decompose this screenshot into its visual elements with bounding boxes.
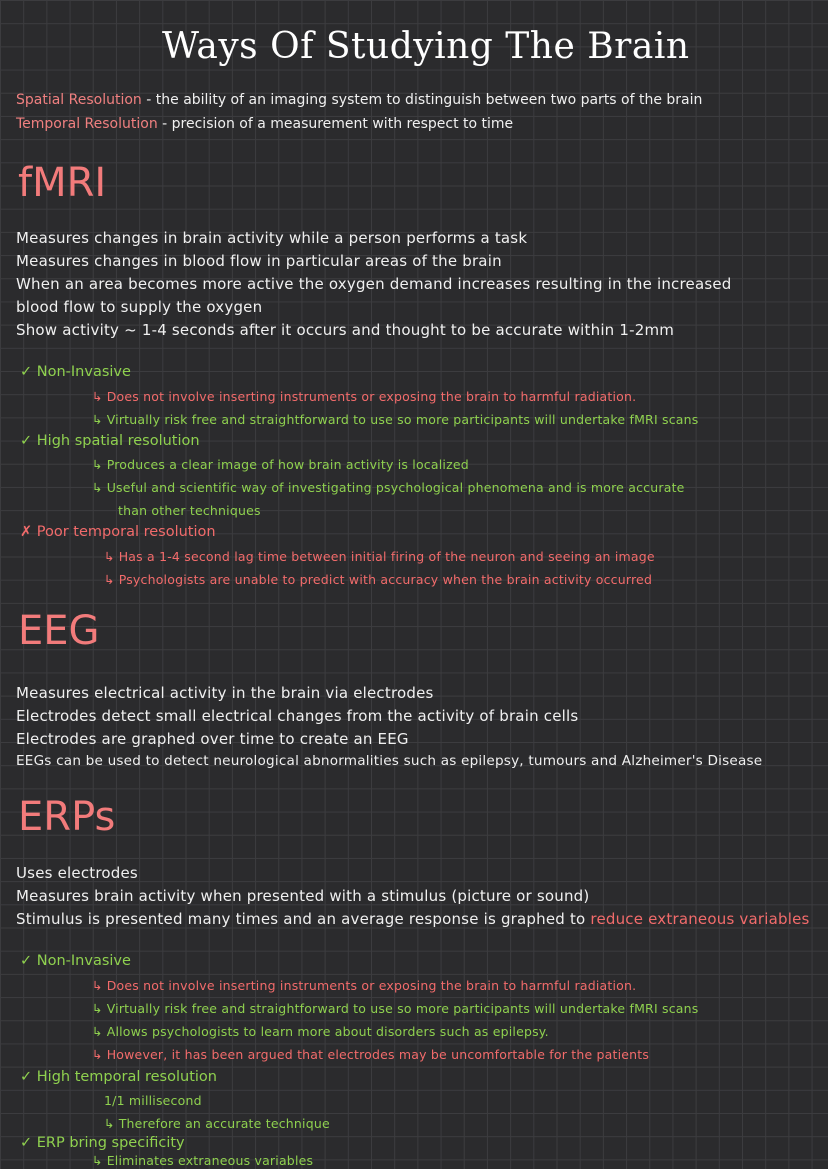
arrow-icon: ↳ [92,1024,103,1039]
arrow-icon: ↳ [104,572,115,587]
sub-point-continued: than other techniques [118,503,261,518]
fmri-point-spatial [20,433,200,449]
definition-term: Temporal Resolution [16,116,158,132]
erps-line-connector: to [565,910,591,928]
sub-point: ↳ Allows psychologists to learn more about disorders such as epilepsy. [92,1024,549,1039]
page-title: Ways Of Studying The Brain [162,26,690,67]
arrow-icon: ↳ [92,457,103,472]
fmri-line: When an area becomes more active the oxygen demand increases resulting in the increased [16,275,732,293]
sub-point: 1/1 millisecond [104,1093,202,1108]
arrow-icon: ↳ [92,1047,103,1062]
erps-line [16,910,810,928]
sub-point: ↳ Therefore an accurate technique [104,1116,330,1131]
fmri-point-non-invasive [20,364,131,380]
erps-point-temporal [20,1069,217,1085]
check-icon: ✓ [20,1135,33,1151]
arrow-icon: ↳ [92,389,103,404]
erps-line: Uses electrodes [16,864,138,882]
sub-point: ↳ Does not involve inserting instruments or exposing the brain to harmful radiation. [92,389,637,404]
erps-line: Measures brain activity when presented with a stimulus (picture or sound) [16,887,590,905]
point-heading: Non-Invasive [36,953,131,969]
fmri-line: Measures changes in brain activity while a person performs a task [16,229,528,247]
cross-icon: ✗ [20,524,33,540]
check-icon: ✓ [20,433,33,449]
sub-point: ↳ However, it has been argued that electrodes may be uncomfortable for the patients [92,1047,650,1062]
eeg-line: Electrodes are graphed over time to create an EEG [16,730,409,748]
point-heading: ERP bring specificity [36,1135,185,1151]
fmri-line: Show activity ~ 1-4 seconds after it occurs and thought to be accurate within 1-2mm [16,321,675,339]
sub-point: ↳ Eliminates extraneous variables [92,1153,314,1168]
definition-text: - precision of a measurement with respect to time [157,116,514,132]
definition-term: Spatial Resolution [16,92,142,108]
eeg-line: EEGs can be used to detect neurological abnormalities such as epilepsy, tumours and Alzheimer's Disease [16,753,763,769]
point-heading: Poor temporal resolution [36,524,216,540]
fmri-line: blood flow to supply the oxygen [16,298,263,316]
section-heading-fmri: fMRI [18,160,107,206]
arrow-icon: ↳ [92,1153,103,1168]
arrow-icon: ↳ [92,1001,103,1016]
check-icon: ✓ [20,1069,33,1085]
check-icon: ✓ [20,364,33,380]
eeg-line: Electrodes detect small electrical changes from the activity of brain cells [16,707,579,725]
point-heading: Non-Invasive [36,364,131,380]
point-heading: High temporal resolution [36,1069,217,1085]
sub-point: ↳ Has a 1-4 second lag time between initial firing of the neuron and seeing an image [104,549,655,564]
sub-point: ↳ Virtually risk free and straightforward to use so more participants will undertake fMRI scans [92,1001,699,1016]
erps-line-highlight: reduce extraneous variables [590,910,810,928]
arrow-icon: ↳ [92,480,103,495]
sub-point: ↳ Psychologists are unable to predict with accuracy when the brain activity occurred [104,572,653,587]
fmri-point-temporal [20,524,216,540]
check-icon: ✓ [20,953,33,969]
sub-point: ↳ Does not involve inserting instruments or exposing the brain to harmful radiation. [92,978,637,993]
sub-point: ↳ Produces a clear image of how brain activity is localized [92,457,469,472]
definition-temporal [16,116,513,132]
point-heading: High spatial resolution [36,433,200,449]
arrow-icon: ↳ [92,978,103,993]
eeg-line: Measures electrical activity in the brain via electrodes [16,684,434,702]
definition-spatial [16,92,702,108]
arrow-icon: ↳ [104,1116,115,1131]
arrow-icon: ↳ [104,549,115,564]
section-heading-erps: ERPs [18,794,116,840]
erps-point-specificity [20,1135,185,1151]
fmri-line: Measures changes in blood flow in particular areas of the brain [16,252,502,270]
arrow-icon: ↳ [92,412,103,427]
sub-point: ↳ Useful and scientific way of investigating psychological phenomena and is more accurate [92,480,685,495]
sub-point: ↳ Virtually risk free and straightforward to use so more participants will undertake fMRI scans [92,412,699,427]
erps-line-text: Stimulus is presented many times and an average response is graphed [16,910,565,928]
section-heading-eeg: EEG [18,608,100,654]
definition-text: - the ability of an imaging system to distinguish between two parts of the brain [141,92,703,108]
erps-point-non-invasive [20,953,131,969]
